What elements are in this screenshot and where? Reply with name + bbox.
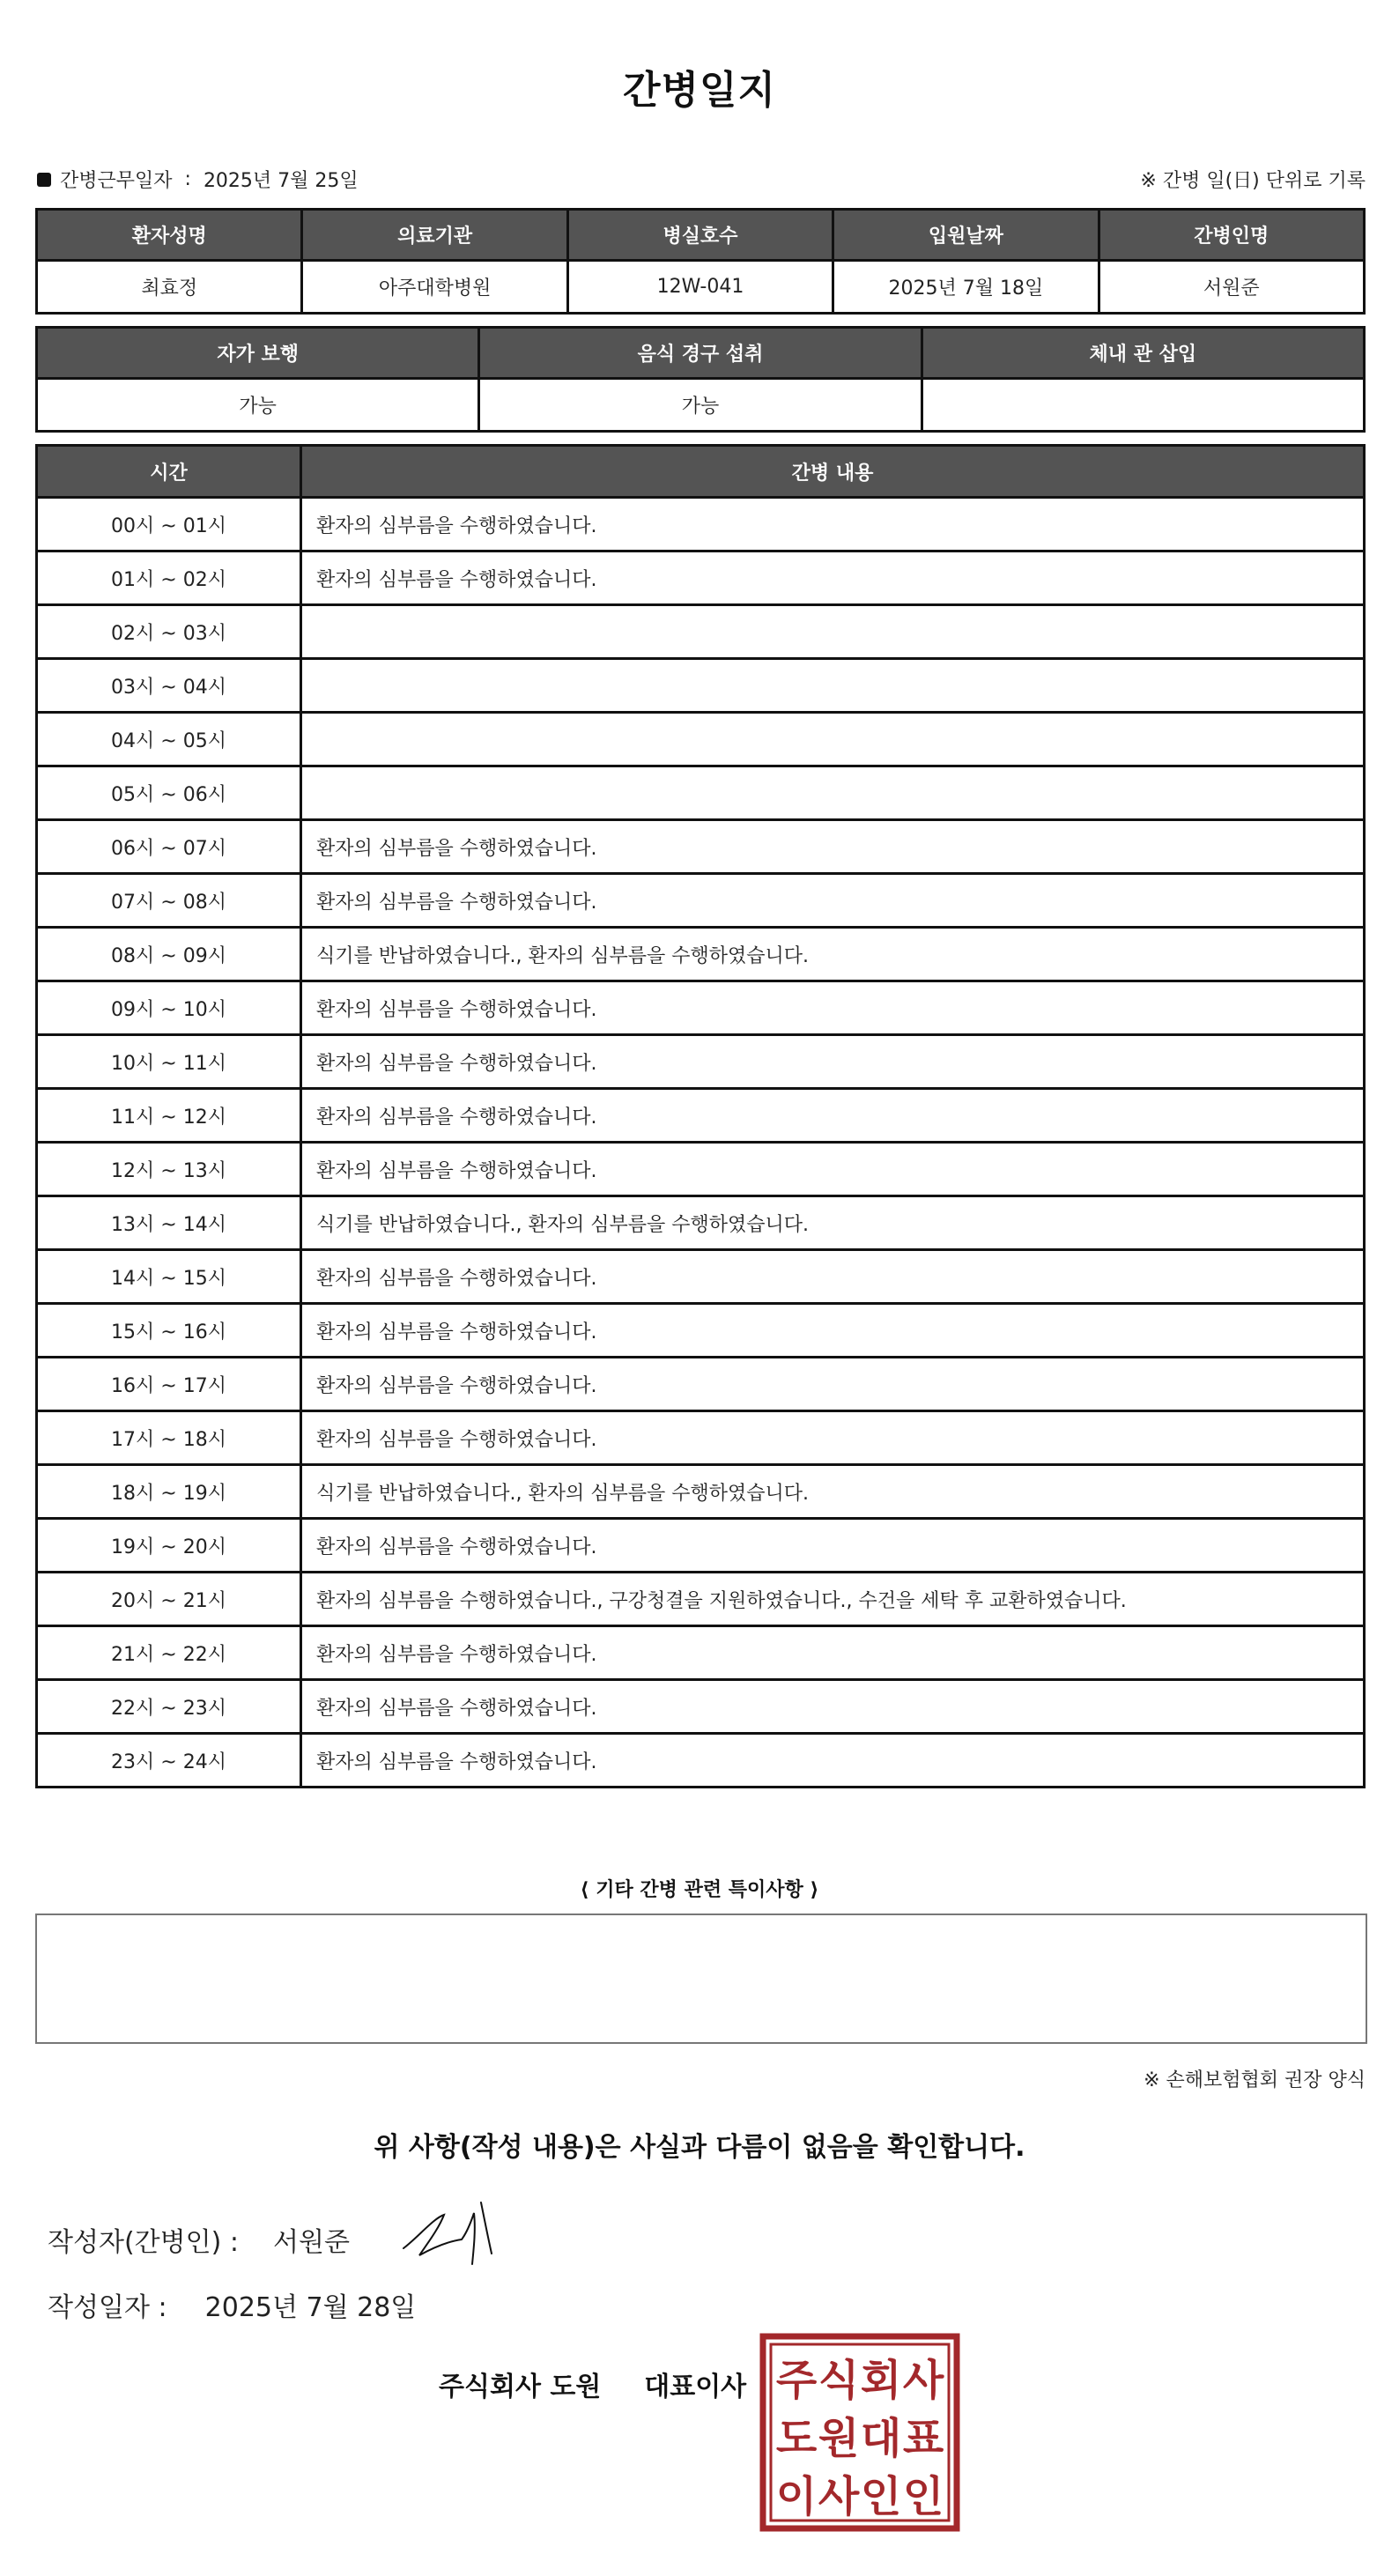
care-log-row [37, 1519, 1365, 1573]
care-log-row [37, 1035, 1365, 1089]
seal-character: 사 [818, 2472, 860, 2521]
care-log-row [37, 1196, 1365, 1250]
care-log-time: 05시 ~ 06시 [37, 766, 301, 820]
seal-character: 인 [860, 2472, 902, 2521]
header-admission-date: 입원날짜 [833, 210, 1099, 261]
care-log-content: 환자의 심부름을 수행하였습니다. [301, 1358, 1365, 1411]
header-hospital: 의료기관 [302, 210, 567, 261]
care-log-row [37, 713, 1365, 766]
care-log-content: 환자의 심부름을 수행하였습니다. [301, 1089, 1365, 1143]
form-source-note: ※ 손해보험협회 권장 양식 [1144, 2069, 1366, 2091]
confirmation-statement: 위 사항(작성 내용)은 사실과 다름이 없음을 확인합니다. [374, 2132, 1025, 2163]
care-log-time: 08시 ~ 09시 [37, 928, 301, 981]
hospital-name: 아주대학병원 [302, 261, 567, 314]
care-log-row [37, 766, 1365, 820]
care-log-time: 01시 ~ 02시 [37, 551, 301, 605]
care-log-time: 12시 ~ 13시 [37, 1143, 301, 1196]
care-log-content: 환자의 심부름을 수행하였습니다. [301, 1411, 1365, 1465]
care-log-content [301, 766, 1365, 820]
care-log-row [37, 928, 1365, 981]
care-log-row [37, 1465, 1365, 1519]
page-title: 간병일지 [622, 68, 776, 113]
care-log-time: 11시 ~ 12시 [37, 1089, 301, 1143]
written-date-row [48, 2285, 416, 2324]
capability-value-row [37, 379, 1365, 432]
care-log-body [37, 498, 1365, 1788]
patient-capability-table [35, 326, 1366, 433]
header-oral-intake: 음식 경구 섭취 [479, 328, 922, 379]
writer-row [48, 2220, 350, 2259]
writer-label: 작성자(간병인) : [48, 2227, 239, 2258]
seal-character: 사 [902, 2356, 944, 2405]
writer-name: 서원준 [273, 2227, 350, 2258]
care-log-row [37, 498, 1365, 551]
care-log-row [37, 1250, 1365, 1304]
header-care-content: 간병 내용 [301, 446, 1365, 498]
header-self-walking: 자가 보행 [37, 328, 479, 379]
care-log-time: 15시 ~ 16시 [37, 1304, 301, 1358]
room-number: 12W-041 [567, 261, 833, 314]
patient-info-value-row [37, 261, 1365, 314]
care-log-content: 환자의 심부름을 수행하였습니다., 구강청결을 지원하였습니다., 수건을 세탁 후 교환하였습니다. [301, 1573, 1365, 1626]
company-seal-stamp [759, 2333, 960, 2532]
company-signature-line [439, 2365, 746, 2403]
header-time: 시간 [37, 446, 301, 498]
oral-intake-value: 가능 [479, 379, 922, 432]
work-date-separator: : [184, 168, 191, 190]
care-log-header-row [37, 446, 1365, 498]
special-notes-title: ⟨ 기타 간병 관련 특이사항 ⟩ [580, 1879, 819, 1901]
care-log-row [37, 874, 1365, 928]
care-log-table [35, 444, 1366, 1788]
company-name: 주식회사 도원 [439, 2372, 602, 2402]
tube-insertion-value [922, 379, 1364, 432]
care-log-content [301, 605, 1365, 659]
care-log-row [37, 1680, 1365, 1734]
bullet-square-icon [37, 173, 51, 187]
seal-character: 인 [902, 2472, 944, 2521]
care-log-row [37, 551, 1365, 605]
care-log-row [37, 1358, 1365, 1411]
care-log-content: 환자의 심부름을 수행하였습니다. [301, 1250, 1365, 1304]
seal-character: 식 [818, 2356, 860, 2405]
header-caregiver-name: 간병인명 [1099, 210, 1364, 261]
seal-character: 표 [902, 2414, 944, 2463]
seal-character: 회 [860, 2356, 902, 2405]
capability-header-row [37, 328, 1365, 379]
care-log-content: 환자의 심부름을 수행하였습니다. [301, 1304, 1365, 1358]
care-log-content: 환자의 심부름을 수행하였습니다. [301, 981, 1365, 1035]
care-log-time: 10시 ~ 11시 [37, 1035, 301, 1089]
care-log-time: 19시 ~ 20시 [37, 1519, 301, 1573]
care-log-content: 환자의 심부름을 수행하였습니다. [301, 820, 1365, 874]
care-log-row [37, 1143, 1365, 1196]
ceo-title: 대표이사 [644, 2372, 747, 2402]
care-log-row [37, 1089, 1365, 1143]
header-room-number: 병실호수 [567, 210, 833, 261]
care-log-row [37, 1304, 1365, 1358]
patient-name: 최효정 [37, 261, 302, 314]
handwritten-signature [400, 2194, 506, 2273]
care-log-time: 22시 ~ 23시 [37, 1680, 301, 1734]
care-log-content: 환자의 심부름을 수행하였습니다. [301, 874, 1365, 928]
seal-character: 이 [775, 2472, 818, 2521]
care-log-time: 02시 ~ 03시 [37, 605, 301, 659]
written-date-value: 2025년 7월 28일 [204, 2292, 417, 2323]
work-date-label: 간병근무일자 [60, 170, 173, 192]
care-log-content: 환자의 심부름을 수행하였습니다. [301, 1626, 1365, 1680]
care-log-content: 환자의 심부름을 수행하였습니다. [301, 1680, 1365, 1734]
care-log-content: 환자의 심부름을 수행하였습니다. [301, 1519, 1365, 1573]
special-notes-box [35, 1913, 1367, 2044]
care-log-time: 13시 ~ 14시 [37, 1196, 301, 1250]
care-log-content [301, 659, 1365, 713]
care-log-time: 18시 ~ 19시 [37, 1465, 301, 1519]
care-log-time: 03시 ~ 04시 [37, 659, 301, 713]
care-log-content: 환자의 심부름을 수행하였습니다. [301, 1734, 1365, 1788]
unit-note: ※ 간병 일(日) 단위로 기록 [1140, 170, 1366, 192]
care-log-content: 환자의 심부름을 수행하였습니다. [301, 551, 1365, 605]
care-log-content [301, 713, 1365, 766]
patient-info-table [35, 208, 1366, 315]
care-log-time: 21시 ~ 22시 [37, 1626, 301, 1680]
care-log-row [37, 1734, 1365, 1788]
care-log-time: 20시 ~ 21시 [37, 1573, 301, 1626]
header-patient-name: 환자성명 [37, 210, 302, 261]
care-log-time: 14시 ~ 15시 [37, 1250, 301, 1304]
care-log-time: 17시 ~ 18시 [37, 1411, 301, 1465]
care-log-row [37, 605, 1365, 659]
seal-character: 원 [818, 2414, 860, 2463]
care-log-time: 23시 ~ 24시 [37, 1734, 301, 1788]
caregiver-name: 서원준 [1099, 261, 1364, 314]
header-tube-insertion: 체내 관 삽입 [922, 328, 1364, 379]
care-log-content: 식기를 반납하였습니다., 환자의 심부름을 수행하였습니다. [301, 1465, 1365, 1519]
care-log-time: 00시 ~ 01시 [37, 498, 301, 551]
care-log-row [37, 981, 1365, 1035]
care-log-row [37, 1573, 1365, 1626]
care-log-time: 06시 ~ 07시 [37, 820, 301, 874]
work-date-row [37, 166, 359, 193]
seal-character: 도 [775, 2414, 818, 2463]
care-log-row [37, 659, 1365, 713]
care-log-row [37, 1411, 1365, 1465]
care-log-content: 환자의 심부름을 수행하였습니다. [301, 1143, 1365, 1196]
admission-date: 2025년 7월 18일 [833, 261, 1099, 314]
seal-character: 주 [775, 2356, 818, 2405]
care-log-content: 환자의 심부름을 수행하였습니다. [301, 498, 1365, 551]
care-log-time: 16시 ~ 17시 [37, 1358, 301, 1411]
work-date-value: 2025년 7월 25일 [203, 170, 359, 192]
care-log-content: 환자의 심부름을 수행하였습니다. [301, 1035, 1365, 1089]
care-log-row [37, 820, 1365, 874]
written-date-label: 작성일자 : [48, 2292, 167, 2323]
care-log-content: 식기를 반납하였습니다., 환자의 심부름을 수행하였습니다. [301, 928, 1365, 981]
seal-character: 대 [860, 2414, 902, 2463]
self-walking-value: 가능 [37, 379, 479, 432]
care-log-time: 07시 ~ 08시 [37, 874, 301, 928]
care-log-content: 식기를 반납하였습니다., 환자의 심부름을 수행하였습니다. [301, 1196, 1365, 1250]
care-log-time: 04시 ~ 05시 [37, 713, 301, 766]
patient-info-header-row [37, 210, 1365, 261]
care-log-time: 09시 ~ 10시 [37, 981, 301, 1035]
care-log-row [37, 1626, 1365, 1680]
